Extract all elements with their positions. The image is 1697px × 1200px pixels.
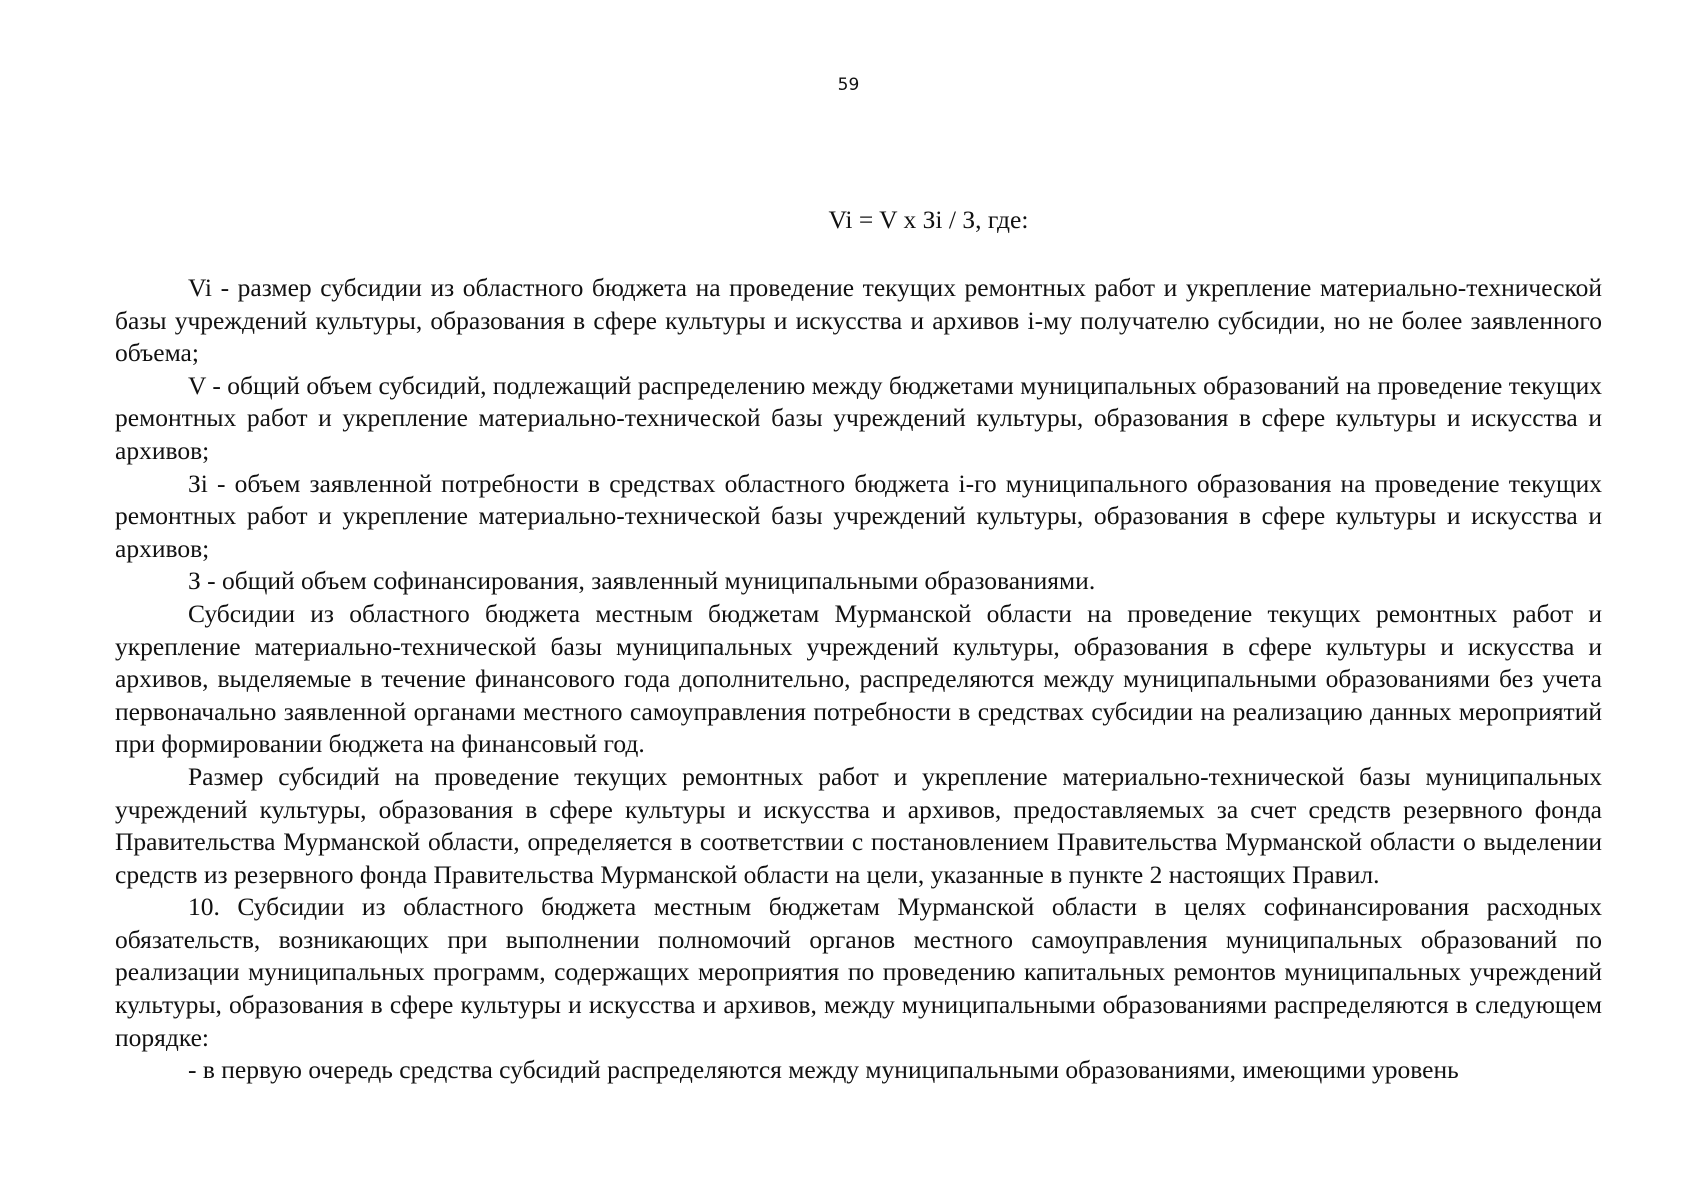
paragraph-item-10: 10. Субсидии из областного бюджета местным бюджетам Мурманской области в целях софинансирования расходных обязательств, возникающих при выполнении полномочий органов местного самоуправления муниципальных образований по реализации муниципальных программ, содержащих мероприятия по проведению капитальных ремонтов муниципальных учреждений культуры, образования в сфере культуры и искусства и архивов, между муниципальными образованиями распределяются в следующем порядке: (115, 892, 1602, 1052)
paragraph-v-definition: V - общий объем субсидий, подлежащий распределению между бюджетами муниципальных образований на проведение текущих ремонтных работ и укрепление материально-технической базы учреждений культуры, образования в сфере культуры и искусства и архивов; (115, 370, 1602, 465)
paragraph-reserve-fund: Размер субсидий на проведение текущих ремонтных работ и укрепление материально-технической базы муниципальных учреждений культуры, образования в сфере культуры и искусства и архивов, предоставляемых за счет средств резервного фонда Правительства Мурманской области, определяется в соответствии с постановлением Правительства Мурманской области о выделении средств из резервного фонда Правительства Мурманской области на цели, указанные в пункте 2 настоящих Правил. (115, 761, 1602, 889)
formula: Vi = V x Зi / З, где: (828, 205, 1029, 234)
paragraph-z-definition: З - общий объем софинансирования, заявленный муниципальными образованиями. (188, 566, 1096, 596)
paragraph-zi-definition: Зi - объем заявленной потребности в средствах областного бюджета i-го муниципального образования на проведение текущих ремонтных работ и укрепление материально-технической базы учреждений культуры, образования в сфере культуры и искусства и архивов; (115, 468, 1602, 563)
paragraph-additional-subsidies: Субсидии из областного бюджета местным бюджетам Мурманской области на проведение текущих ремонтных работ и укрепление материально-технической базы муниципальных учреждений культуры, образования в сфере культуры и искусства и архивов, выделяемые в течение финансового года дополнительно, распределяются между муниципальными образованиями без учета первоначально заявленной органами местного самоуправления потребности в средствах субсидии на реализацию данных мероприятий при формировании бюджета на финансовый год. (115, 598, 1602, 759)
page-number: 59 (837, 75, 860, 95)
document-body (115, 272, 1602, 1087)
paragraph-first-priority: - в первую очередь средства субсидий распределяются между муниципальными образованиями, имеющими уровень (188, 1055, 1459, 1085)
paragraph-vi-definition: Vi - размер субсидии из областного бюджета на проведение текущих ремонтных работ и укрепление материально-технической базы учреждений культуры, образования в сфере культуры и искусства и архивов i-му получателю субсидии, но не более заявленного объема; (115, 273, 1602, 368)
